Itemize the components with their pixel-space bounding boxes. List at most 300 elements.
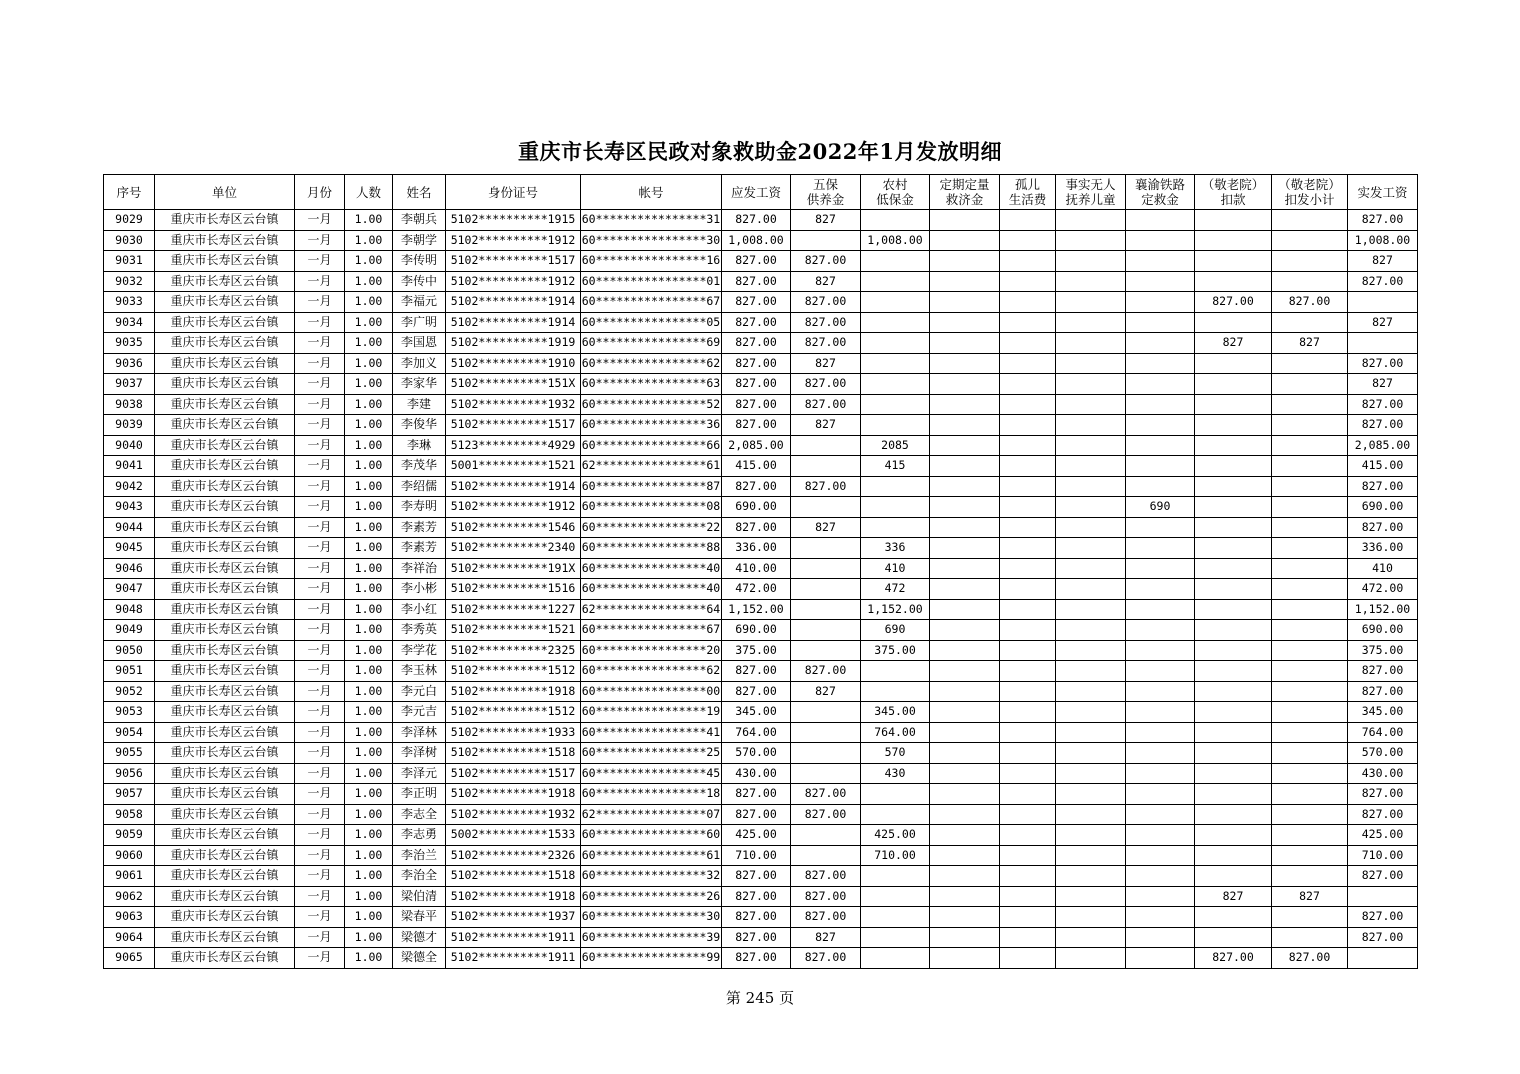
table-cell	[1126, 312, 1195, 333]
table-cell	[1126, 681, 1195, 702]
table-cell: 827.00	[722, 353, 791, 374]
table-cell	[930, 927, 1000, 948]
table-cell	[930, 825, 1000, 846]
table-cell: 9062	[104, 886, 155, 907]
table-cell	[1195, 579, 1272, 600]
table-cell	[930, 271, 1000, 292]
table-cell: 李志勇	[393, 825, 446, 846]
table-cell: 410	[861, 558, 930, 579]
table-cell	[1000, 517, 1056, 538]
table-cell	[930, 743, 1000, 764]
table-cell: 李传中	[393, 271, 446, 292]
table-row	[104, 579, 1418, 600]
table-cell	[1126, 579, 1195, 600]
table-cell: 5102**********1918	[446, 784, 581, 805]
table-cell: 375.00	[1348, 640, 1418, 661]
table-cell: 60****************62	[581, 661, 722, 682]
table-cell: 9050	[104, 640, 155, 661]
table-cell	[861, 394, 930, 415]
table-cell	[791, 599, 861, 620]
table-cell	[1126, 292, 1195, 313]
table-cell: 5102**********1518	[446, 743, 581, 764]
table-cell	[930, 435, 1000, 456]
table-cell	[1000, 866, 1056, 887]
table-cell	[1000, 948, 1056, 969]
table-cell: 60****************62	[581, 353, 722, 374]
table-cell: 9057	[104, 784, 155, 805]
table-row	[104, 661, 1418, 682]
table-row	[104, 886, 1418, 907]
table-cell: 827.00	[722, 251, 791, 272]
table-cell: 一月	[295, 907, 345, 928]
table-cell: 415	[861, 456, 930, 477]
table-cell: 410.00	[722, 558, 791, 579]
table-cell: 62****************07	[581, 804, 722, 825]
table-cell: 1,152.00	[1348, 599, 1418, 620]
table-cell: 9043	[104, 497, 155, 518]
table-cell: 5102**********1937	[446, 907, 581, 928]
table-cell: 827.00	[1348, 907, 1418, 928]
table-cell	[1126, 804, 1195, 825]
table-cell: 5102**********1932	[446, 394, 581, 415]
table-cell: 9061	[104, 866, 155, 887]
table-row	[104, 415, 1418, 436]
table-cell: 5102**********1919	[446, 333, 581, 354]
table-cell	[1056, 661, 1126, 682]
table-cell	[1195, 374, 1272, 395]
table-cell: 9065	[104, 948, 155, 969]
table-cell: 375.00	[722, 640, 791, 661]
table-cell: 一月	[295, 579, 345, 600]
table-cell: 一月	[295, 292, 345, 313]
table-cell: 1.00	[345, 456, 393, 477]
table-cell	[861, 948, 930, 969]
table-cell: 李寿明	[393, 497, 446, 518]
table-cell: 一月	[295, 681, 345, 702]
column-header: 月份	[295, 175, 345, 210]
table-cell	[930, 722, 1000, 743]
table-cell	[1195, 497, 1272, 518]
table-cell	[1126, 558, 1195, 579]
table-cell: 重庆市长寿区云台镇	[155, 374, 295, 395]
table-cell	[1000, 804, 1056, 825]
table-cell: 827.00	[722, 886, 791, 907]
table-cell	[1056, 210, 1126, 231]
table-cell	[1272, 702, 1348, 723]
table-cell: 李玉林	[393, 661, 446, 682]
table-cell	[1126, 251, 1195, 272]
table-cell: 重庆市长寿区云台镇	[155, 661, 295, 682]
table-cell: 一月	[295, 456, 345, 477]
table-cell: 重庆市长寿区云台镇	[155, 866, 295, 887]
table-cell: 827.00	[791, 948, 861, 969]
table-cell: 9045	[104, 538, 155, 559]
table-cell: 重庆市长寿区云台镇	[155, 476, 295, 497]
table-cell: 827.00	[791, 784, 861, 805]
table-cell: 827	[791, 353, 861, 374]
table-cell: 1.00	[345, 599, 393, 620]
table-cell: 1,152.00	[722, 599, 791, 620]
table-cell: 827.00	[722, 333, 791, 354]
table-cell: 李朝学	[393, 230, 446, 251]
table-cell: 一月	[295, 763, 345, 784]
table-cell	[1056, 702, 1126, 723]
table-cell: 李福元	[393, 292, 446, 313]
table-cell: 827.00	[791, 866, 861, 887]
table-cell	[1126, 415, 1195, 436]
table-cell	[1195, 907, 1272, 928]
table-cell: 一月	[295, 210, 345, 231]
table-cell: 5102**********1914	[446, 312, 581, 333]
table-cell: 60****************22	[581, 517, 722, 538]
table-cell: 重庆市长寿区云台镇	[155, 763, 295, 784]
table-cell	[1056, 538, 1126, 559]
table-cell	[1000, 415, 1056, 436]
table-cell	[930, 661, 1000, 682]
table-cell: 827	[1195, 333, 1272, 354]
table-cell: 60****************32	[581, 866, 722, 887]
table-cell	[1056, 866, 1126, 887]
table-cell	[1272, 907, 1348, 928]
table-cell	[1126, 743, 1195, 764]
table-row	[104, 907, 1418, 928]
table-cell: 一月	[295, 538, 345, 559]
table-cell	[1000, 394, 1056, 415]
table-cell: 710.00	[861, 845, 930, 866]
page-number: 第 245 页	[725, 989, 795, 1007]
table-cell: 336.00	[722, 538, 791, 559]
table-row	[104, 722, 1418, 743]
table-cell: 690	[861, 620, 930, 641]
table-cell: 重庆市长寿区云台镇	[155, 312, 295, 333]
table-cell: 李祥治	[393, 558, 446, 579]
column-header: 帐号	[581, 175, 722, 210]
table-cell	[861, 333, 930, 354]
table-cell: 梁伯清	[393, 886, 446, 907]
table-cell	[1126, 948, 1195, 969]
table-cell	[930, 415, 1000, 436]
table-cell	[791, 845, 861, 866]
table-cell: 1.00	[345, 558, 393, 579]
table-cell	[1272, 722, 1348, 743]
table-cell	[1126, 907, 1195, 928]
table-row	[104, 804, 1418, 825]
table-cell: 827.00	[1348, 784, 1418, 805]
table-row	[104, 845, 1418, 866]
table-cell: 重庆市长寿区云台镇	[155, 435, 295, 456]
table-cell: 430	[861, 763, 930, 784]
table-cell	[1000, 681, 1056, 702]
table-cell: 827.00	[722, 271, 791, 292]
table-cell: 9036	[104, 353, 155, 374]
table-cell: 李朝兵	[393, 210, 446, 231]
table-cell	[1056, 394, 1126, 415]
table-cell: 827.00	[722, 784, 791, 805]
table-cell: 重庆市长寿区云台镇	[155, 702, 295, 723]
table-cell	[791, 497, 861, 518]
table-cell: 60****************52	[581, 394, 722, 415]
table-row	[104, 333, 1418, 354]
table-cell	[861, 374, 930, 395]
table-cell	[1195, 722, 1272, 743]
table-cell: 764.00	[1348, 722, 1418, 743]
table-cell: 827.00	[722, 907, 791, 928]
table-cell: 9046	[104, 558, 155, 579]
table-cell: 827.00	[722, 661, 791, 682]
table-row	[104, 456, 1418, 477]
table-cell: 一月	[295, 927, 345, 948]
table-cell	[1195, 271, 1272, 292]
table-row	[104, 825, 1418, 846]
table-cell: 一月	[295, 948, 345, 969]
table-cell	[930, 333, 1000, 354]
table-cell	[930, 599, 1000, 620]
table-cell: 1.00	[345, 251, 393, 272]
table-cell: 9054	[104, 722, 155, 743]
table-cell: 5102**********1512	[446, 702, 581, 723]
table-cell: 一月	[295, 702, 345, 723]
table-cell	[791, 722, 861, 743]
table-cell: 5102**********1512	[446, 661, 581, 682]
table-cell	[1272, 866, 1348, 887]
table-cell: 李茂华	[393, 456, 446, 477]
table-cell	[1272, 415, 1348, 436]
table-cell: 一月	[295, 640, 345, 661]
table-cell: 一月	[295, 804, 345, 825]
table-cell	[861, 251, 930, 272]
table-cell: 60****************08	[581, 497, 722, 518]
table-cell: 60****************45	[581, 763, 722, 784]
table-cell: 60****************00	[581, 681, 722, 702]
table-cell: 410	[1348, 558, 1418, 579]
table-cell	[1000, 907, 1056, 928]
table-cell	[930, 312, 1000, 333]
table-cell	[1000, 743, 1056, 764]
table-cell	[861, 907, 930, 928]
table-cell: 60****************01	[581, 271, 722, 292]
table-cell: 1.00	[345, 210, 393, 231]
table-cell: 60****************87	[581, 476, 722, 497]
table-cell	[930, 251, 1000, 272]
table-cell: 1,008.00	[722, 230, 791, 251]
table-cell	[1000, 456, 1056, 477]
table-cell	[1272, 251, 1348, 272]
table-cell: 5102**********1910	[446, 353, 581, 374]
table-cell: 一月	[295, 353, 345, 374]
table-cell: 60****************26	[581, 886, 722, 907]
table-cell: 5102**********1914	[446, 292, 581, 313]
table-cell	[1272, 825, 1348, 846]
table-cell: 60****************25	[581, 743, 722, 764]
table-cell	[1195, 599, 1272, 620]
table-cell: 62****************61	[581, 456, 722, 477]
table-cell: 1.00	[345, 353, 393, 374]
table-cell: 重庆市长寿区云台镇	[155, 579, 295, 600]
table-cell	[1000, 292, 1056, 313]
table-cell: 415.00	[1348, 456, 1418, 477]
table-cell	[1195, 394, 1272, 415]
table-cell: 重庆市长寿区云台镇	[155, 681, 295, 702]
table-cell: 重庆市长寿区云台镇	[155, 497, 295, 518]
table-cell: 827	[791, 210, 861, 231]
table-cell: 1.00	[345, 620, 393, 641]
table-cell	[1056, 640, 1126, 661]
table-row	[104, 292, 1418, 313]
table-cell	[1000, 722, 1056, 743]
table-cell: 5102**********1933	[446, 722, 581, 743]
table-cell: 李广明	[393, 312, 446, 333]
table-cell	[1000, 927, 1056, 948]
table-row	[104, 784, 1418, 805]
table-cell	[930, 640, 1000, 661]
table-cell: 60****************40	[581, 579, 722, 600]
table-cell	[861, 415, 930, 436]
table-cell	[861, 784, 930, 805]
table-cell: 5102**********1521	[446, 620, 581, 641]
table-cell: 9055	[104, 743, 155, 764]
table-cell: 一月	[295, 230, 345, 251]
table-row	[104, 230, 1418, 251]
table-cell: 5102**********1915	[446, 210, 581, 231]
table-row	[104, 517, 1418, 538]
table-cell: 5102**********2326	[446, 845, 581, 866]
table-cell	[791, 620, 861, 641]
table-cell: 9060	[104, 845, 155, 866]
table-cell: 李加义	[393, 353, 446, 374]
table-cell: 827.00	[1348, 866, 1418, 887]
table-cell	[1056, 333, 1126, 354]
table-cell: 5102**********2325	[446, 640, 581, 661]
table-cell	[1195, 702, 1272, 723]
table-cell: 9033	[104, 292, 155, 313]
table-cell	[1126, 210, 1195, 231]
table-cell	[1272, 476, 1348, 497]
table-cell	[1056, 927, 1126, 948]
table-cell: 一月	[295, 866, 345, 887]
table-cell: 1,008.00	[1348, 230, 1418, 251]
table-cell	[861, 886, 930, 907]
table-cell: 827	[1348, 312, 1418, 333]
table-cell	[1000, 558, 1056, 579]
table-cell: 472.00	[722, 579, 791, 600]
table-cell: 690.00	[1348, 620, 1418, 641]
table-cell	[1000, 251, 1056, 272]
table-cell	[1272, 312, 1348, 333]
table-cell: 李家华	[393, 374, 446, 395]
table-cell: 827.00	[722, 517, 791, 538]
table-cell: 一月	[295, 825, 345, 846]
table-cell	[1056, 517, 1126, 538]
table-cell	[1056, 312, 1126, 333]
table-cell: 一月	[295, 394, 345, 415]
table-cell	[1056, 784, 1126, 805]
table-cell: 827.00	[722, 210, 791, 231]
table-cell	[1195, 353, 1272, 374]
table-cell	[1272, 599, 1348, 620]
table-cell: 9048	[104, 599, 155, 620]
table-cell	[1056, 948, 1126, 969]
table-cell	[1000, 640, 1056, 661]
table-cell	[1056, 251, 1126, 272]
table-cell	[1000, 763, 1056, 784]
table-cell: 1.00	[345, 394, 393, 415]
table-cell: 9053	[104, 702, 155, 723]
table-cell: 62****************64	[581, 599, 722, 620]
table-cell: 1.00	[345, 661, 393, 682]
table-cell: 一月	[295, 271, 345, 292]
table-cell	[791, 230, 861, 251]
table-cell	[861, 476, 930, 497]
table-cell	[1056, 353, 1126, 374]
table-cell: 9063	[104, 907, 155, 928]
table-cell	[1272, 640, 1348, 661]
table-header-row	[104, 175, 1418, 210]
table-cell: 李琳	[393, 435, 446, 456]
table-cell	[1000, 312, 1056, 333]
table-cell: 重庆市长寿区云台镇	[155, 333, 295, 354]
table-cell	[791, 743, 861, 764]
table-cell: 570.00	[1348, 743, 1418, 764]
table-cell	[1056, 599, 1126, 620]
table-cell: 827.00	[722, 292, 791, 313]
table-cell: 一月	[295, 497, 345, 518]
table-cell	[1000, 230, 1056, 251]
table-cell	[1195, 456, 1272, 477]
table-cell	[1195, 866, 1272, 887]
table-cell	[1056, 681, 1126, 702]
table-cell	[1000, 271, 1056, 292]
table-cell: 5102**********191X	[446, 558, 581, 579]
table-cell: 5102**********1517	[446, 415, 581, 436]
table-cell: 梁德才	[393, 927, 446, 948]
table-cell: 9042	[104, 476, 155, 497]
document-title: 重庆市长寿区民政对象救助金2022年1月发放明细	[517, 139, 1003, 164]
table-cell	[1126, 599, 1195, 620]
table-cell	[930, 292, 1000, 313]
table-cell: 827	[1348, 374, 1418, 395]
table-cell: 9064	[104, 927, 155, 948]
table-cell: 5001**********1521	[446, 456, 581, 477]
table-cell: 425.00	[722, 825, 791, 846]
table-cell: 827.00	[1348, 353, 1418, 374]
table-cell	[1272, 784, 1348, 805]
table-cell: 60****************19	[581, 702, 722, 723]
table-cell: 一月	[295, 312, 345, 333]
table-cell: 430.00	[722, 763, 791, 784]
table-cell	[861, 312, 930, 333]
table-cell: 827.00	[791, 804, 861, 825]
table-cell	[1272, 435, 1348, 456]
table-cell: 9039	[104, 415, 155, 436]
table-cell	[1195, 620, 1272, 641]
column-header: 农村 低保金	[861, 175, 930, 210]
table-cell: 425.00	[1348, 825, 1418, 846]
table-cell: 690.00	[1348, 497, 1418, 518]
table-cell	[1126, 784, 1195, 805]
table-cell	[1056, 845, 1126, 866]
table-cell: 827	[1272, 886, 1348, 907]
table-cell	[930, 394, 1000, 415]
table-cell	[1126, 640, 1195, 661]
table-cell: 一月	[295, 784, 345, 805]
table-cell	[1000, 333, 1056, 354]
table-cell	[1195, 210, 1272, 231]
table-cell: 李志全	[393, 804, 446, 825]
table-cell	[1195, 743, 1272, 764]
table-cell	[1000, 886, 1056, 907]
table-cell: 1.00	[345, 804, 393, 825]
table-cell: 2,085.00	[722, 435, 791, 456]
